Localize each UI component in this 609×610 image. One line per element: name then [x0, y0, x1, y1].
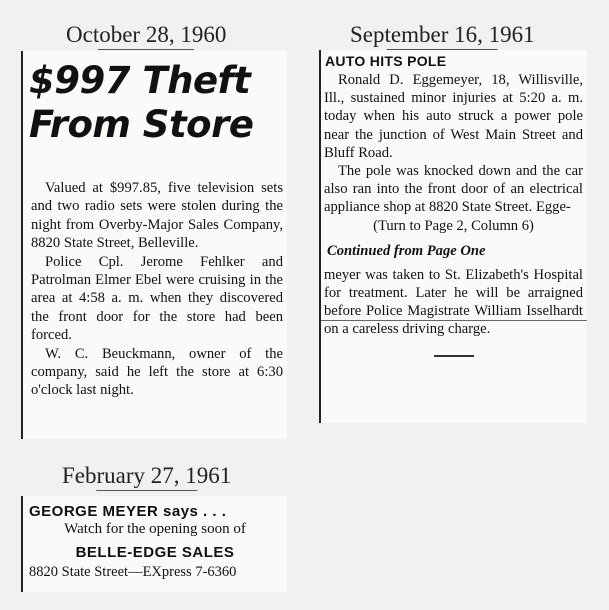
paragraph: Valued at $997.85, five television sets and two radio sets were stolen during the night from Overby-Major Sales Company, 8820 State Street, Belleville. [31, 180, 283, 252]
newspaper-ad [21, 496, 287, 592]
end-rule [434, 355, 474, 357]
newspaper-clipping-auto [319, 50, 587, 423]
article-body [31, 179, 283, 400]
headline [29, 59, 287, 147]
headline-line-1: $997 Theft [29, 59, 251, 102]
ad-address-phone: 8820 State Street—EXpress 7-6360 [29, 564, 237, 580]
paragraph: meyer was taken to St. Elizabeth's Hospital for treatment. Later he will be arraigned before Police Magistrate William Isselhardt on a careless driving charge. [324, 266, 583, 338]
paragraph: The pole was knocked down and the car also ran into the front door of an electrical appliance shop at 8820 State Street. Egge- [324, 163, 583, 216]
date-label-clip3: February 27, 1961 [62, 463, 232, 488]
headline-line-2: From Store [29, 103, 254, 146]
divider [321, 320, 587, 321]
jump-line: (Turn to Page 2, Column 6) [373, 217, 534, 234]
date-label-clip2: September 16, 1961 [350, 22, 535, 47]
ad-line-2: Watch for the opening soon of [64, 521, 246, 537]
date-label-clip1: October 28, 1960 [66, 22, 227, 47]
paragraph: Police Cpl. Jerome Fehlker and Patrolman Elmer Ebel were cruising in the area at 4:58 a. m. when they discovered the front door for the store had been forced. [31, 253, 283, 344]
article-body [324, 71, 583, 235]
paragraph: Ronald D. Eggemeyer, 18, Willisville, Ill., sustained minor injuries at 5:20 a. m. today when his auto struck a power pole near the junction of West Main Street and Bluff Road. [324, 72, 583, 161]
headline: AUTO HITS POLE [325, 53, 447, 69]
newspaper-clipping-theft [21, 51, 287, 439]
continuation-body [324, 266, 583, 339]
continued-label: Continued from Page One [327, 242, 486, 259]
ad-line-1: GEORGE MEYER says . . . [29, 503, 227, 520]
paragraph: W. C. Beuckmann, owner of the company, said he left the store at 6:30 o'clock last night. [31, 345, 283, 399]
ad-business-name: BELLE-EDGE SALES [75, 544, 235, 561]
